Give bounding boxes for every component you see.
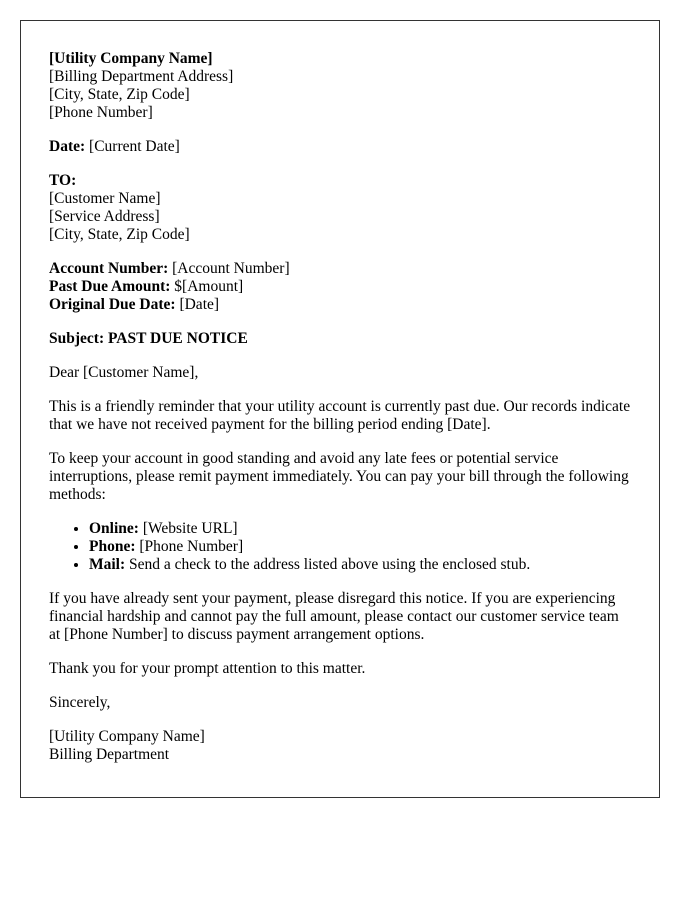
recipient-block [49,172,631,244]
sender-block [49,50,631,122]
past-due-amount-value: $[Amount] [174,278,244,295]
sender-address: [Billing Department Address] [49,68,234,85]
sender-phone: [Phone Number] [49,104,153,121]
sender-city-state-zip: [City, State, Zip Code] [49,86,190,103]
signature-block [49,728,631,764]
closing-paragraph-2: Thank you for your prompt attention to this matter. [49,660,366,677]
recipient-address: [Service Address] [49,208,160,225]
body-paragraph-2: To keep your account in good standing and avoid any late fees or potential service interruptions, please remit payment immediately. You can pay your bill through the following methods: [49,450,629,503]
payment-method-online [89,520,631,538]
past-due-amount-label: Past Due Amount: [49,278,171,295]
original-due-date-line [49,296,631,314]
signature-department: Billing Department [49,746,170,763]
body-paragraph-1: This is a friendly reminder that your utility account is currently past due. Our records indicate that we have not received payment for the billing period ending [Date]. [49,398,631,433]
letter [20,20,660,798]
payment-method-value: [Phone Number] [139,538,244,555]
payment-method-label: Phone: [89,538,136,555]
signature-company: [Utility Company Name] [49,728,205,745]
payment-method-value: [Website URL] [142,520,238,537]
salutation: Dear [Customer Name], [49,364,199,381]
payment-method-label: Online: [89,520,139,537]
signoff: Sincerely, [49,694,111,711]
recipient-label: TO: [49,172,77,189]
date-label: Date: [49,138,86,155]
account-number-label: Account Number: [49,260,169,277]
past-due-amount-line [49,278,631,296]
original-due-date-value: [Date] [179,296,220,313]
payment-methods-list [49,520,631,574]
recipient-city-state-zip: [City, State, Zip Code] [49,226,190,243]
payment-method-mail [89,556,631,574]
payment-method-label: Mail: [89,556,126,573]
payment-method-phone [89,538,631,556]
subject-line [49,330,631,348]
account-block [49,260,631,314]
account-number-value: [Account Number] [172,260,290,277]
sender-company: [Utility Company Name] [49,50,213,67]
original-due-date-label: Original Due Date: [49,296,176,313]
closing-paragraph-1: If you have already sent your payment, please disregard this notice. If you are experiencing financial hardship and cannot pay the full amount, please contact our customer service team at [Phone Number] to discuss payment arrangement options. [49,590,619,643]
account-number-line [49,260,631,278]
date-line [49,138,631,156]
date-value: [Current Date] [89,138,180,155]
payment-method-value: Send a check to the address listed above using the enclosed stub. [129,556,531,573]
subject-text: Subject: PAST DUE NOTICE [49,330,248,347]
recipient-name: [Customer Name] [49,190,161,207]
